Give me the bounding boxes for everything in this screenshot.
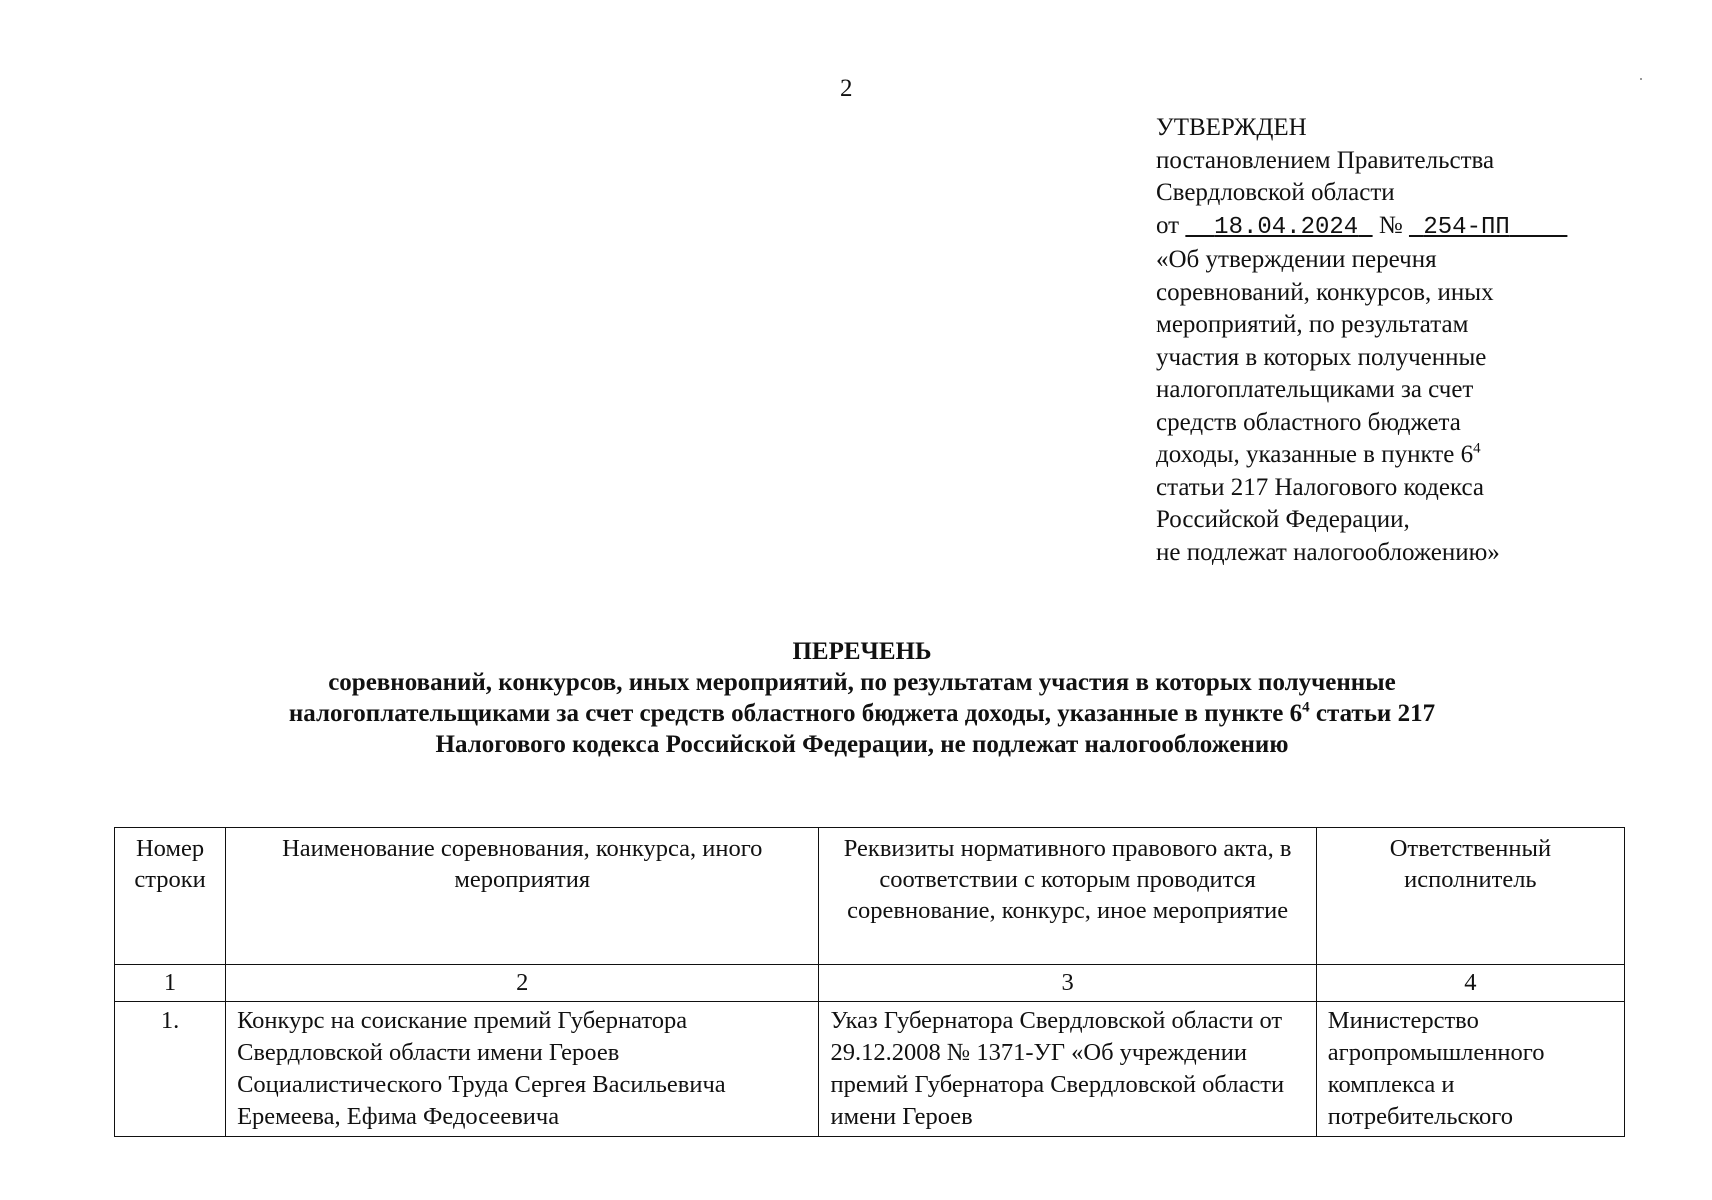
title-heading: ПЕРЕЧЕНЬ — [792, 638, 932, 665]
scan-speck — [1640, 78, 1642, 80]
date-prefix: от — [1156, 211, 1180, 239]
title-line: Налогового кодекса Российской Федерации, не подлежат налогообложению — [435, 731, 1289, 758]
number-sign: № — [1378, 211, 1403, 239]
approval-line: статьи 217 Налогового кодекса — [1156, 473, 1484, 501]
title-line: соревнований, конкурсов, иных мероприятий, по результатам участия в которых полученные — [328, 669, 1396, 696]
event-name-cell: Конкурс на соискание премий Губернатора Свердловской области имени Героев Социалистического Труда Сергея Васильевича Еремеева, Ефима Федосеевича — [226, 1002, 819, 1137]
header-cell-event-name: Наименование соревнования, конкурса, иного мероприятия — [226, 828, 819, 965]
approval-block — [1156, 112, 1626, 569]
approval-line: участия в которых полученные — [1156, 343, 1487, 371]
approval-line: не подлежат налогообложению» — [1156, 538, 1500, 566]
column-number: 3 — [819, 965, 1316, 1002]
date-value: 18.04.2024 — [1214, 213, 1359, 241]
approval-heading: УТВЕРЖДЕН — [1156, 114, 1307, 141]
page-number: 2 — [840, 75, 853, 102]
approval-line: постановлением Правительства — [1156, 146, 1495, 174]
approval-line-clause: доходы, указанные в пункте $6^4$ — [1156, 440, 1481, 468]
column-number-row — [115, 965, 1625, 1002]
column-number: 4 — [1316, 965, 1624, 1002]
column-number: 2 — [226, 965, 819, 1002]
number-value: 254-ПП — [1423, 213, 1510, 241]
approval-line: налогоплательщиками за счет — [1156, 376, 1474, 403]
approval-line: Свердловской области — [1156, 179, 1395, 206]
approval-line: соревнований, конкурсов, иных — [1156, 278, 1494, 306]
table-row — [115, 1002, 1625, 1137]
approval-line: средств областного бюджета — [1156, 408, 1461, 436]
column-number: 1 — [115, 965, 226, 1002]
title-line: налогоплательщиками за счет средств областного бюджета доходы, указанные в пункте $6^4$ статьи 217 — [288, 699, 1436, 727]
header-cell-executor: Ответственный исполнитель — [1316, 828, 1624, 965]
row-number-cell: 1. — [115, 1002, 226, 1137]
legal-act-cell: Указ Губернатора Свердловской области от 29.12.2008 № 1371-УГ «Об учреждении премий Губернатора Свердловской области имени Героев — [819, 1002, 1316, 1137]
document-title — [120, 636, 1604, 760]
header-cell-row-number: Номер строки — [115, 828, 226, 965]
executor-cell: Министерство агропромышленного комплекса и потребительского — [1316, 1002, 1624, 1137]
approval-line: «Об утверждении перечня — [1156, 246, 1437, 273]
approval-date-line — [1156, 210, 1626, 245]
approval-line: мероприятий, по результатам — [1156, 311, 1469, 338]
events-table — [114, 827, 1625, 1137]
approval-line: Российской Федерации, — [1156, 506, 1410, 533]
header-cell-legal-act: Реквизиты нормативного правового акта, в соответствии с которым проводится соревнование, конкурс, иное мероприятие — [819, 828, 1316, 965]
table-header-row — [115, 828, 1625, 965]
